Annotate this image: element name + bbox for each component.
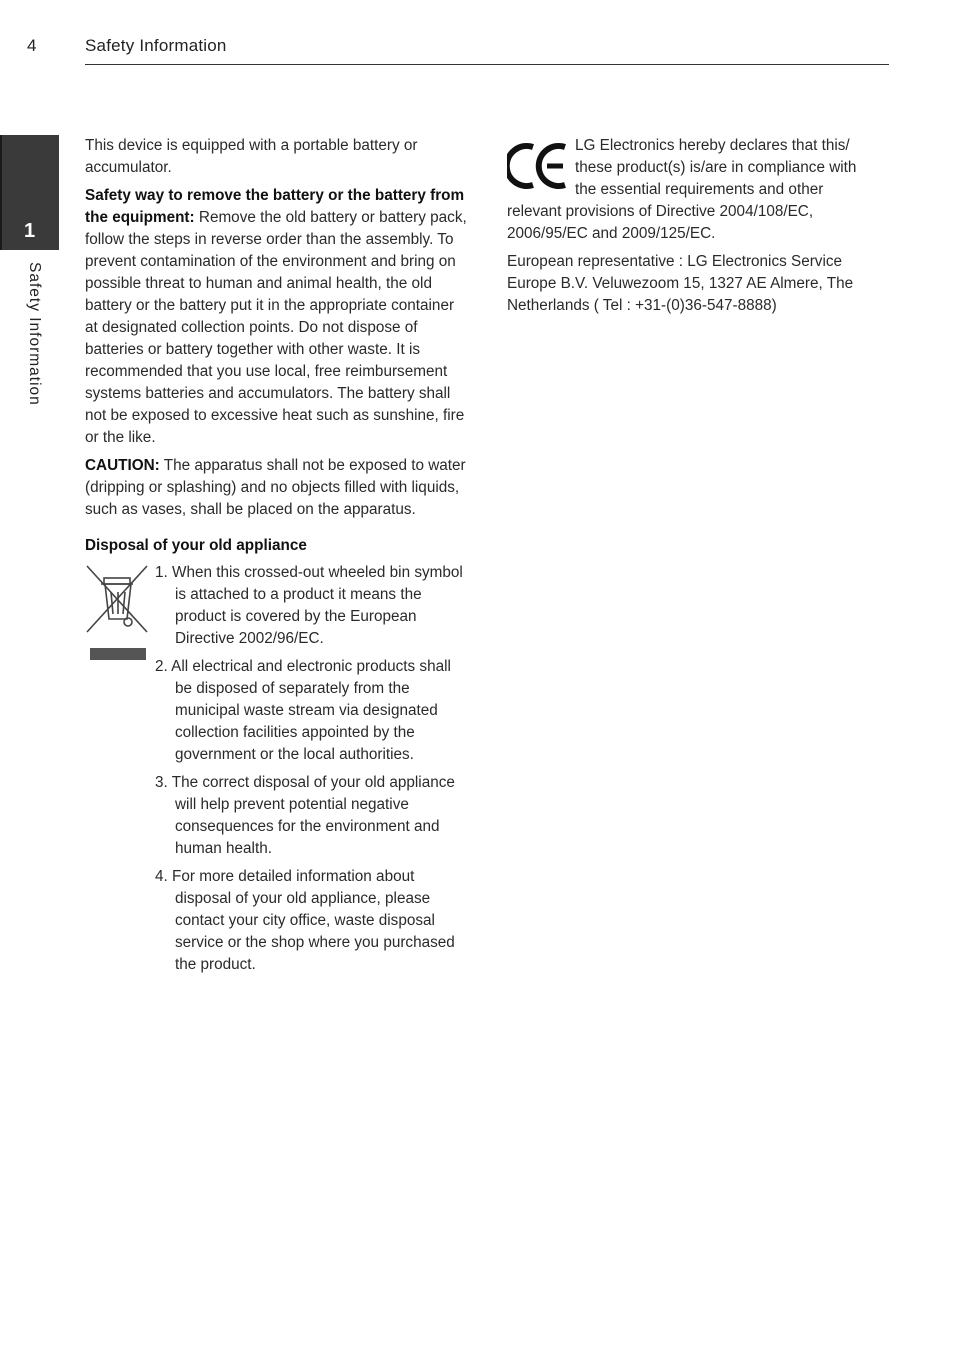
disposal-list	[155, 562, 469, 976]
ce-mark-icon	[507, 141, 569, 191]
disposal-item: 3. The correct disposal of your old appliance will help prevent potential negative consequences for the environment and human health.	[155, 774, 455, 857]
disposal-item: 2. All electrical and electronic products shall be disposed of separately from the municipal waste stream via designated collection facilities appointed by the government or the local authorities.	[155, 658, 451, 763]
disposal-item: 4. For more detailed information about disposal of your old appliance, please contact your city office, waste disposal service or the shop where you purchased the product.	[155, 868, 455, 973]
ce-declaration-text: LG Electronics hereby declares that this/ these product(s) is/are in compliance with the essential requirements and other relevant provisions of Directive 2004/108/EC, 2006/95/EC and 2009/125/EC.	[507, 137, 857, 242]
section-tab-label: Safety Information	[26, 262, 43, 406]
battery-removal-title: Safety way to remove the battery or the battery from the equipment:	[85, 187, 465, 226]
right-column	[507, 135, 879, 323]
page-header-title: Safety Information	[85, 36, 227, 55]
caution-label: CAUTION:	[85, 457, 160, 474]
header-divider	[85, 64, 889, 65]
disposal-item: 1. When this crossed-out wheeled bin symbol is attached to a product it means the product is covered by the European Directive 2002/96/EC.	[155, 564, 463, 647]
battery-intro: This device is equipped with a portable battery or accumulator.	[85, 137, 418, 176]
section-tab-number: 1	[23, 220, 36, 242]
caution-paragraph	[85, 455, 469, 521]
disposal-heading: Disposal of your old appliance	[85, 537, 307, 554]
eu-representative: European representative : LG Electronics Service Europe B.V. Veluwezoom 15, 1327 AE Almere, The Netherlands ( Tel : +31-(0)36-547-8888)	[507, 253, 854, 314]
left-column	[85, 135, 469, 982]
crossed-out-wheeled-bin-icon	[85, 564, 151, 662]
battery-removal-paragraph	[85, 185, 469, 449]
caution-text: The apparatus shall not be exposed to water (dripping or splashing) and no objects filled with liquids, such as vases, shall be placed on the apparatus.	[85, 457, 466, 518]
page-number: 4	[27, 36, 37, 55]
disposal-block	[85, 562, 469, 976]
battery-removal-text: Remove the old battery or battery pack, follow the steps in reverse order than the assembly. To prevent contamination of the environment and bring on possible threat to human and animal health, the old battery or the battery put it in the appropriate container at designated collection points. Do not dispose of batteries or battery together with other waste. It is recommended that you use local, free reimbursement systems batteries and accumulators. The battery shall not be exposed to excessive heat such as sunshine, fire or the like.	[85, 209, 467, 446]
ce-declaration-paragraph	[507, 135, 879, 245]
